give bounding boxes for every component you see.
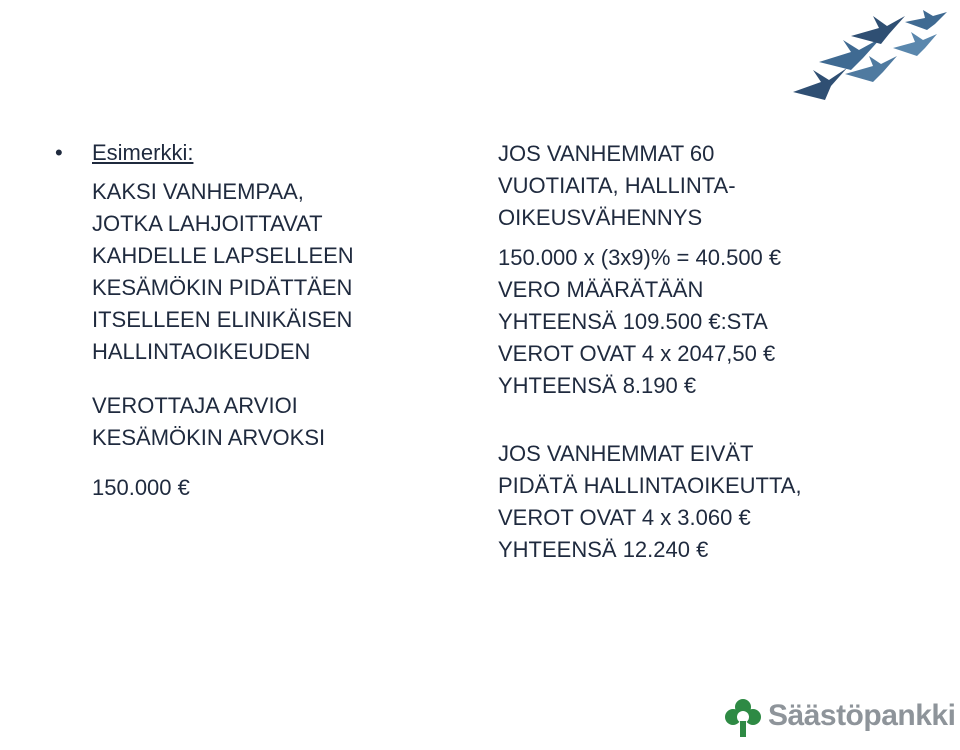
text-line: KESÄMÖKIN ARVOKSI — [92, 425, 326, 450]
text-line: VEROT OVAT 4 x 3.060 € — [498, 505, 751, 530]
bullet-dot: • — [55, 140, 63, 165]
text-line: VEROT OVAT 4 x 2047,50 € — [498, 341, 776, 366]
example-heading: Esimerkki: — [92, 140, 194, 165]
text-line: JOTKA LAHJOITTAVAT — [92, 211, 323, 236]
text-line: HALLINTAOIKEUDEN — [92, 339, 311, 364]
text-line: VERO MÄÄRÄTÄÄN — [498, 277, 704, 302]
brand-name: Säästöpankki — [768, 699, 956, 732]
bird-shape — [851, 16, 905, 44]
bird-shape — [905, 10, 947, 30]
text-line: VUOTIAITA, HALLINTA- — [498, 173, 736, 198]
bird-shape — [819, 38, 881, 70]
text-line: VEROTTAJA ARVIOI — [92, 393, 298, 418]
description-paragraph — [92, 176, 475, 368]
left-column — [55, 138, 475, 504]
text-line: YHTEENSÄ 109.500 €:STA — [498, 309, 768, 334]
example-bullet — [55, 138, 475, 504]
right-column — [498, 138, 938, 566]
saastopankki-logo — [722, 695, 956, 743]
text-line: JOS VANHEMMAT EIVÄT — [498, 441, 754, 466]
scenario-without-usufruct — [498, 438, 938, 566]
text-line: ITSELLEEN ELINIKÄISEN — [92, 307, 353, 332]
text-line: OIKEUSVÄHENNYS — [498, 205, 703, 230]
bird-shape — [893, 32, 937, 56]
text-line: YHTEENSÄ 8.190 € — [498, 373, 697, 398]
text-line: KAKSI VANHEMPAA, — [92, 179, 304, 204]
text-line: 150.000 x (3x9)% = 40.500 € — [498, 245, 782, 270]
bird-shape — [793, 68, 847, 100]
calculation-block — [498, 242, 938, 402]
text-line: YHTEENSÄ 12.240 € — [498, 537, 709, 562]
text-line: KAHDELLE LAPSELLEEN — [92, 243, 354, 268]
valuation-amount: 150.000 € — [92, 475, 190, 500]
tree-icon — [722, 697, 764, 739]
flying-birds-logo — [785, 10, 950, 110]
text-line: JOS VANHEMMAT 60 — [498, 141, 715, 166]
text-line: KESÄMÖKIN PIDÄTTÄEN — [92, 275, 353, 300]
valuation-paragraph — [92, 390, 475, 454]
scenario-with-usufruct — [498, 138, 938, 234]
text-line: PIDÄTÄ HALLINTAOIKEUTTA, — [498, 473, 802, 498]
